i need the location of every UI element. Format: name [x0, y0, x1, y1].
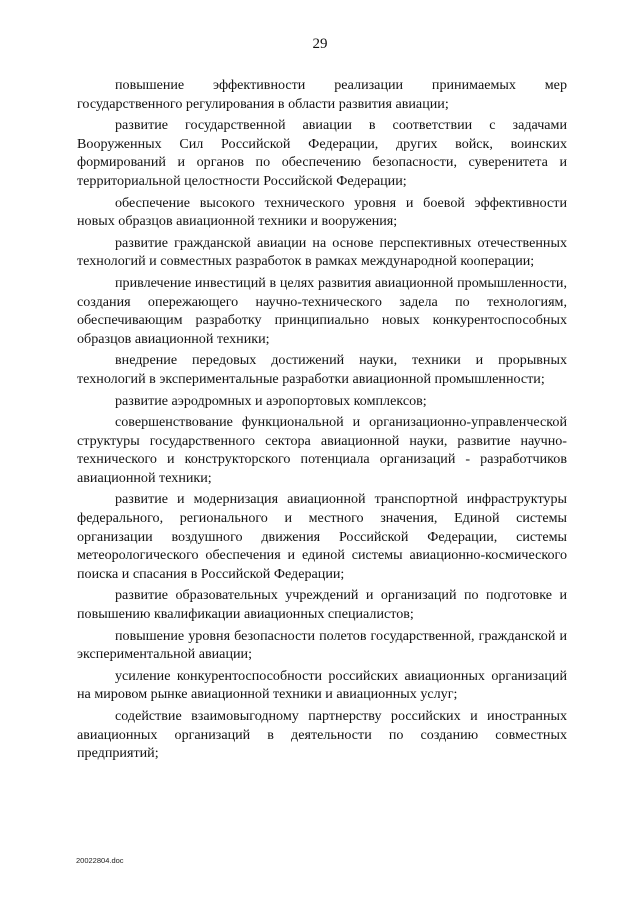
paragraph: привлечение инвестиций в целях развития авиационной промышленности, создания опережающего научно-технического задела по технологиям, обеспечивающим разработку принципиально новых конкурентоспособных образцов авиационной техники;	[77, 274, 567, 347]
page-number: 29	[312, 36, 328, 52]
paragraph: внедрение передовых достижений науки, техники и прорывных технологий в экспериментальные разработки авиационной промышленности;	[77, 352, 567, 387]
paragraph: развитие аэродромных и аэропортовых комплексов;	[115, 392, 427, 409]
paragraph: развитие гражданской авиации на основе перспективных отечественных технологий и совместных разработок в рамках международной кооперации;	[77, 234, 567, 270]
footer-filename: 20022804.doc	[76, 856, 124, 865]
paragraph: содействие взаимовыгодному партнерству российских и иностранных авиационных организаций в деятельности по созданию совместных предприятий;	[77, 708, 567, 762]
paragraph: усиление конкурентоспособности российских авиационных организаций на мировом рынке авиационной техники и авиационных услуг;	[77, 667, 567, 703]
paragraph: развитие государственной авиации в соответствии с задачами Вооруженных Сил Российской Федерации, других войск, воинских формирований и органов по обеспечению безопасности, суверенитета и территориальной целостности Российской Федерации;	[77, 117, 567, 189]
paragraph: повышение эффективности реализации принимаемых мер государственного регулирования в области развития авиации;	[77, 77, 567, 112]
paragraph: совершенствование функциональной и организационно-управленческой структуры государственного сектора авиационной науки, развитие научно-технического и конструкторского потенциала организаций - разработчиков авиационной техники;	[77, 414, 567, 486]
paragraph: развитие образовательных учреждений и организаций по подготовке и повышению квалификации авиационных специалистов;	[77, 587, 567, 623]
paragraph: повышение уровня безопасности полетов государственной, гражданской и экспериментальной авиации;	[77, 627, 567, 663]
paragraph: обеспечение высокого технического уровня и боевой эффективности новых образцов авиационной техники и вооружения;	[77, 194, 567, 230]
document-body	[77, 76, 567, 766]
paragraph: развитие и модернизация авиационной транспортной инфраструктуры федерального, регионального и местного значения, Единой системы организации воздушного движения Российской Федерации, системы метеорологического обеспечения и единой системы авиационно-космического поиска и спасания в Российской Федерации;	[77, 491, 567, 582]
